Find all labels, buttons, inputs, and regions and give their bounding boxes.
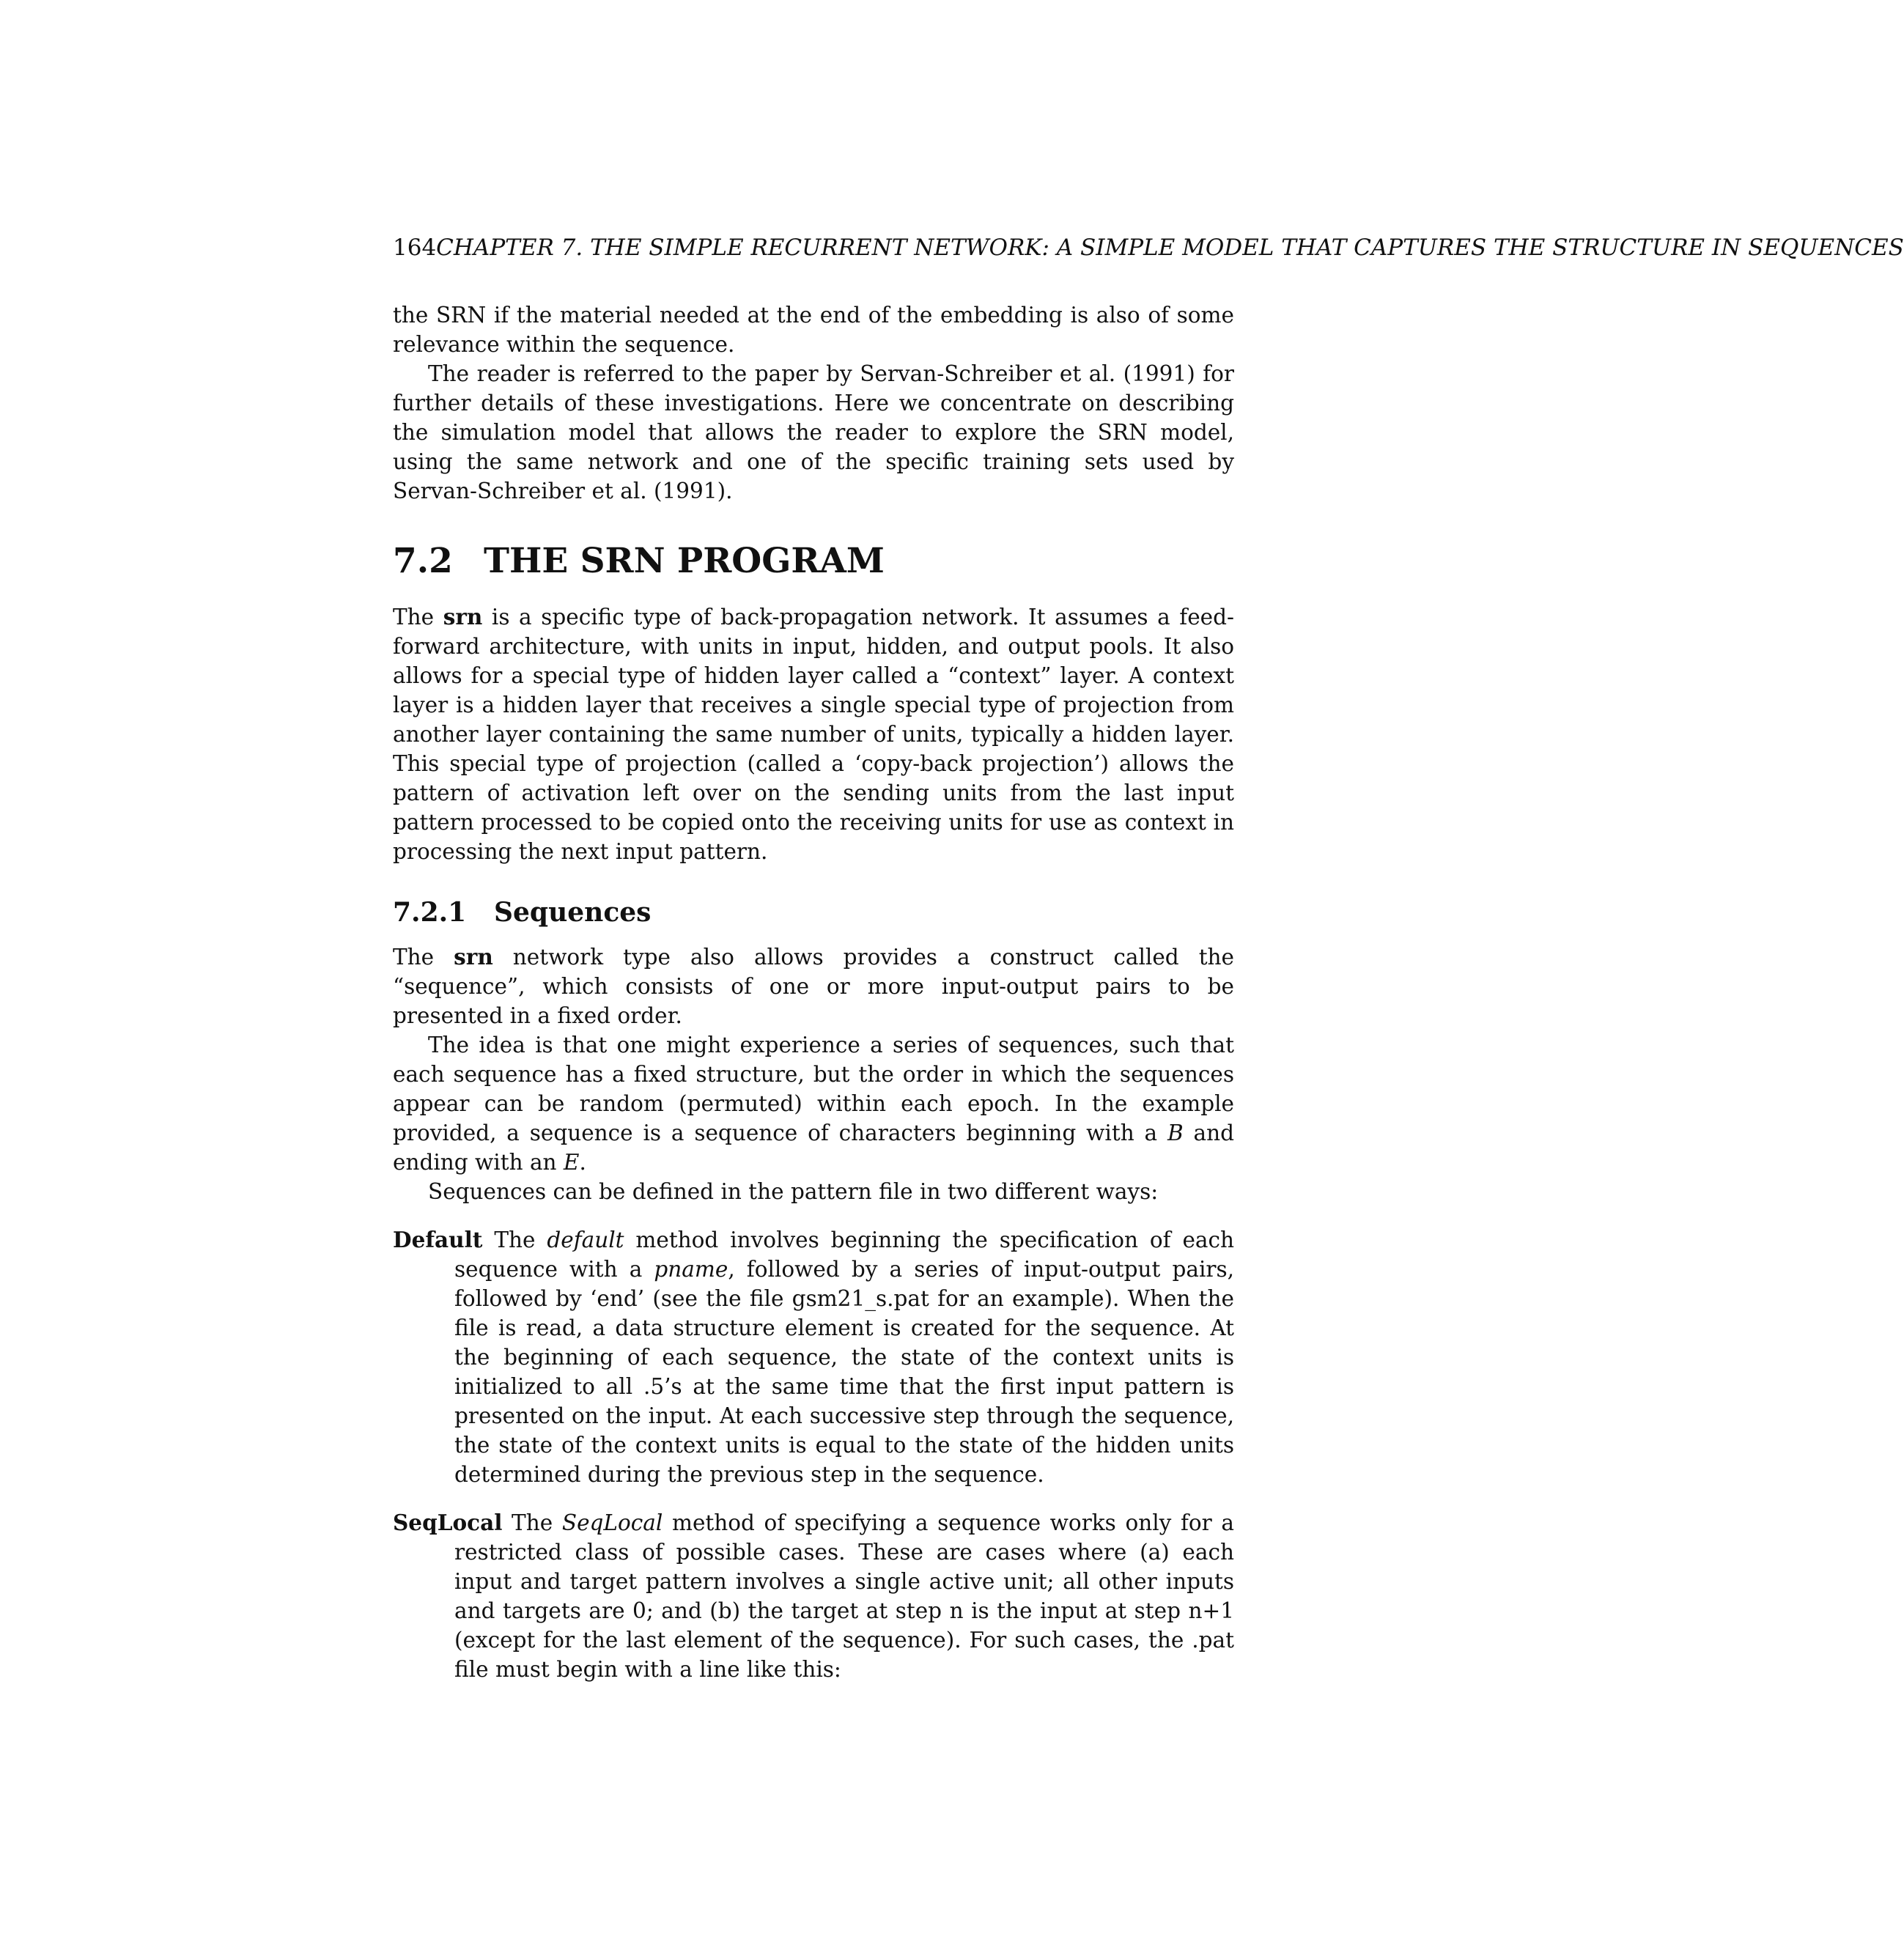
text-run: The xyxy=(393,945,454,970)
running-header xyxy=(393,233,1904,262)
paragraph-sequence-construct xyxy=(393,942,1234,1030)
description-term: Default xyxy=(393,1227,483,1252)
page-body xyxy=(393,300,1234,1684)
description-item-seqlocal xyxy=(393,1508,1234,1684)
section-number: 7.2 xyxy=(393,541,453,581)
text-run: The idea is that one might experience a series of sequences, such that each sequence has a fixed structure, but the order in which the sequences appear can be random (permuted) within each epoch. In the example provided, a sequence is a sequence of characters beginning with a xyxy=(393,1033,1234,1145)
chapter-title: CHAPTER 7. THE SIMPLE RECURRENT NETWORK: A SIMPLE MODEL THAT CAPTURES THE STRUCTURE IN SEQUENCES xyxy=(436,235,1904,261)
page-number: 164 xyxy=(393,235,437,261)
paragraph-reference: The reader is referred to the paper by Servan-Schreiber et al. (1991) for further details of these investigations. Here we concentrate on describing the simulation model that allows the reader to explore the SRN model, using the same network and one of the specific training sets used by Servan-Schreiber et al. (1991). xyxy=(393,361,1234,503)
emphasis: default xyxy=(547,1227,624,1252)
text-run: network type also allows provides a construct called the “sequence”, which consists of one or more input-output pairs to be presented in a fixed order. xyxy=(393,945,1235,1028)
paragraph-two-ways: Sequences can be defined in the pattern file in two different ways: xyxy=(428,1179,1159,1204)
text-run: is a specific type of back-propagation network. It assumes a feed-forward architecture, with units in input, hidden, and output pools. It also allows for a special type of hidden layer called a “context” layer. A context layer is a hidden layer that receives a single special type of projection from another layer containing the same number of units, typically a hidden layer. This special type of projection (called a ‘copy-back projection’) allows the pattern of activation left over on the sending units from the last input pattern processed to be copied onto the receiving units for use as context in processing the next input pattern. xyxy=(393,605,1234,864)
paragraph-srn-program xyxy=(393,602,1234,866)
text-run: . xyxy=(579,1150,586,1175)
math-var-b: B xyxy=(1167,1120,1184,1145)
section-heading xyxy=(393,539,1234,583)
subsection-number: 7.2.1 xyxy=(393,897,467,928)
text-run: method of specifying a sequence works only for a restricted class of possible cases. These are cases where (a) each input and target pattern involves a single active unit; all other inputs and targets are 0; and (b) the target at step n is the input at step n+1 (except for the last element of the sequence). For such cases, the .pat file must begin with a line like this: xyxy=(454,1510,1234,1682)
keyword-srn: srn xyxy=(454,944,493,970)
paragraph-continuation: the SRN if the material needed at the end of the embedding is also of some relevance within the sequence. xyxy=(393,303,1234,357)
math-var-e: E xyxy=(563,1150,580,1175)
subsection-title: Sequences xyxy=(494,897,652,928)
text-run: method involves beginning the specification of each sequence with a xyxy=(454,1227,1235,1282)
description-item-default xyxy=(393,1225,1234,1489)
keyword-srn: srn xyxy=(443,604,483,630)
text-run: , followed by a series of input-output pairs, followed by ‘end’ (see the file gsm21_s.pat for an example). When the file is read, a data structure element is created for the sequence. At the beginning of each sequence, the state of the context units is initialized to all .5’s at the same time that the first input pattern is presented on the input. At each successive step through the sequence, the state of the context units is equal to the state of the hidden units determined during the previous step in the sequence. xyxy=(454,1257,1234,1487)
paragraph-sequence-idea xyxy=(393,1030,1234,1177)
section-title: THE SRN PROGRAM xyxy=(484,541,885,581)
text-run: The xyxy=(393,605,443,630)
text-run: and ending with an xyxy=(393,1120,1234,1175)
description-term: SeqLocal xyxy=(393,1510,503,1535)
text-run: The xyxy=(482,1227,547,1252)
subsection-heading xyxy=(393,896,1234,929)
text-run: The xyxy=(502,1510,562,1535)
emphasis: pname xyxy=(654,1257,728,1282)
emphasis: SeqLocal xyxy=(561,1510,663,1535)
